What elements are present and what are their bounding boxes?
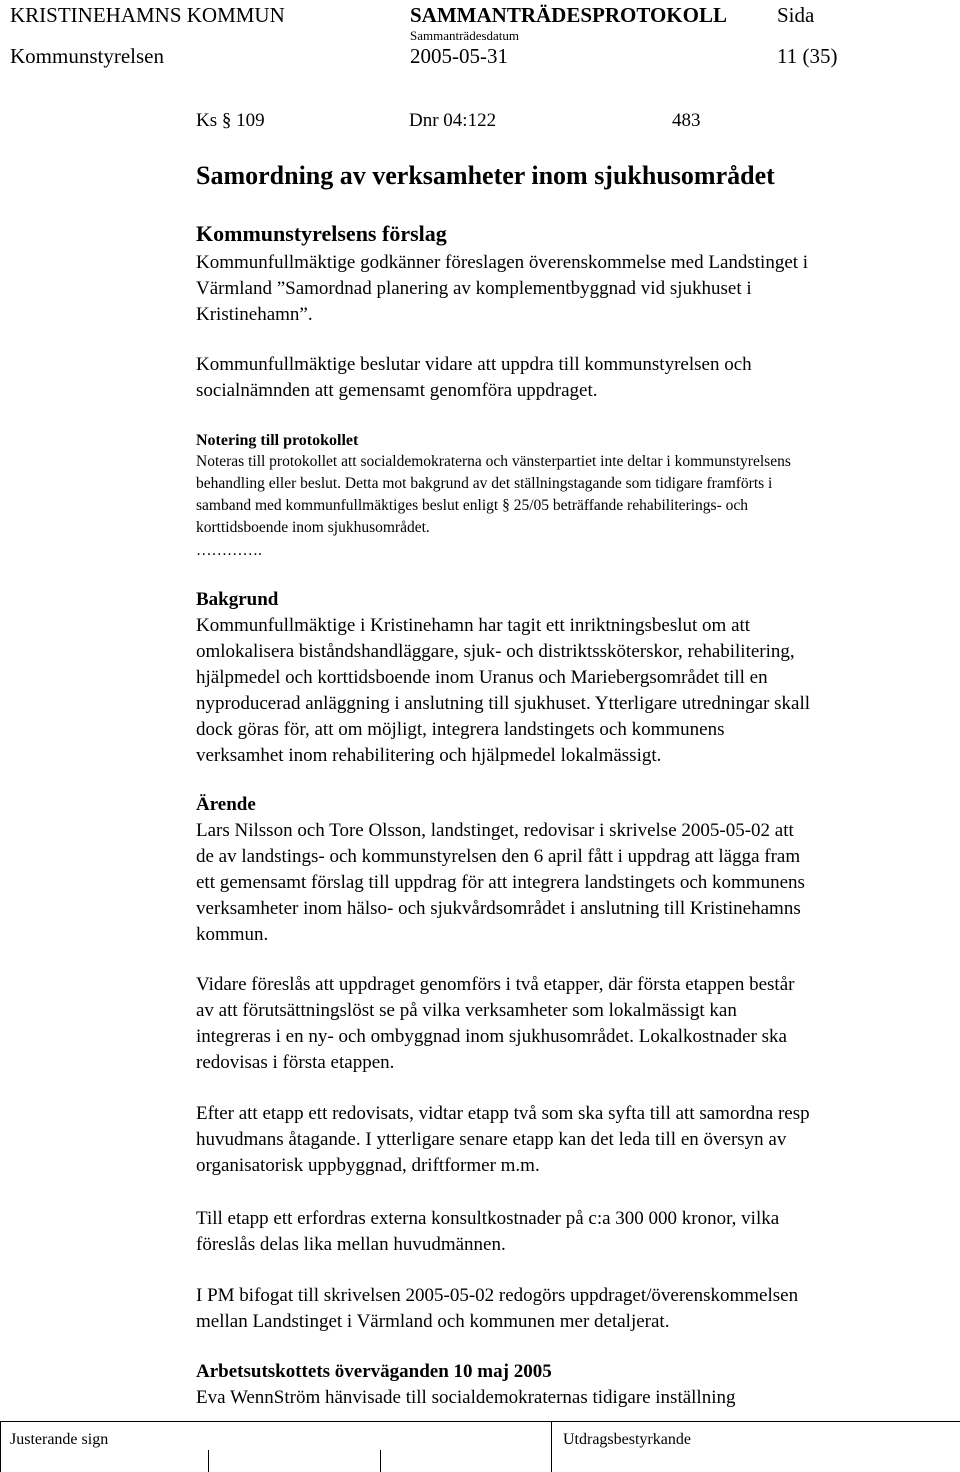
doc-type: SAMMANTRÄDESPROTOKOLL	[410, 3, 727, 27]
text-line: Vidare föreslås att uppdraget genomförs i två etapper, där första etappen består	[196, 974, 795, 995]
text-line: kommun.	[196, 924, 269, 945]
text-line: huvudmans åtagande. I ytterligare senare etapp kan det leda till en översyn av	[196, 1129, 787, 1150]
signature-tick-1	[208, 1450, 209, 1472]
text-line: korttidsboende inom sjukhusområdet.	[196, 519, 430, 536]
footer-divider	[551, 1421, 552, 1472]
dots-separator: ………….	[196, 542, 262, 559]
text-line: Kommunfullmäktige i Kristinehamn har tagit ett inriktningsbeslut om att	[196, 615, 751, 636]
background-heading: Bakgrund	[196, 589, 279, 610]
text-line: ett gemensamt förslag till uppdrag för att integrera landstingets och kommunens	[196, 872, 805, 893]
text-line: hjälpmedel och korttidsboende inom Uranus och Mariebergsområdet till en	[196, 667, 768, 688]
text-line: integreras i en ny- och ombyggnad inom sjukhusområdet. Lokalkostnader ska	[196, 1026, 787, 1047]
dnr-number: Dnr 04:122	[409, 110, 497, 131]
text-line: verksamheter inom hälso- och sjukvårdsområdet i anslutning till Kristinehamns	[196, 898, 801, 919]
text-line: Till etapp ett erfordras externa konsultkostnader på c:a 300 000 kronor, vilka	[196, 1208, 780, 1229]
meeting-date: 2005-05-31	[410, 44, 508, 68]
matter-paragraph-1	[196, 818, 926, 948]
proposal-heading: Kommunstyrelsens förslag	[196, 221, 447, 246]
text-line: socialnämnden att gemensamt genomföra uppdraget.	[196, 380, 598, 401]
matter-paragraph-5	[196, 1283, 926, 1335]
date-label: Sammanträdesdatum	[410, 28, 520, 43]
page-label: Sida	[777, 3, 815, 27]
footer-left-border	[0, 1421, 1, 1472]
note-heading: Notering till protokollet	[196, 432, 359, 449]
body-name: Kommunstyrelsen	[10, 44, 164, 68]
committee-line: Eva WennStröm hänvisade till socialdemokraternas tidigare inställning	[196, 1387, 736, 1408]
text-line: Kommunfullmäktige godkänner föreslagen överenskommelse med Landstinget i	[196, 252, 809, 273]
text-line: nyproducerad anläggning i anslutning till sjukhuset. Ytterligare utredningar skall	[196, 693, 811, 714]
footer-top-rule	[0, 1421, 960, 1422]
matter-paragraph-4	[196, 1206, 926, 1258]
text-line: Noteras till protokollet att socialdemokraterna och vänsterpartiet inte deltar i kommunstyrelsens	[196, 453, 791, 470]
matter-paragraph-3	[196, 1101, 926, 1179]
text-line: redovisas i första etappen.	[196, 1052, 395, 1073]
proposal-paragraph-1	[196, 250, 926, 328]
text-line: dock göras för, att om möjligt, integrera landstingets och kommunens	[196, 719, 725, 740]
signature-tick-2	[380, 1450, 381, 1472]
page-title: Samordning av verksamheter inom sjukhusområdet	[196, 161, 775, 190]
text-line: behandling eller beslut. Detta mot bakgrund av det ställningstagande som tidigare framförts i	[196, 475, 773, 492]
org-name: KRISTINEHAMNS KOMMUN	[10, 3, 285, 27]
matter-paragraph-2	[196, 972, 926, 1076]
committee-heading: Arbetsutskottets överväganden 10 maj 2005	[196, 1361, 552, 1382]
text-line: föreslås delas lika mellan huvudmännen.	[196, 1234, 506, 1255]
matter-heading: Ärende	[196, 794, 256, 815]
text-line: Lars Nilsson och Tore Olsson, landstinget, redovisar i skrivelse 2005-05-02 att	[196, 820, 794, 841]
text-line: samband med kommunfullmäktiges beslut enligt § 25/05 beträffande rehabiliterings- och	[196, 497, 748, 514]
page-number: 11 (35)	[777, 44, 838, 68]
text-line: Värmland ”Samordnad planering av komplementbyggnad vid sjukhuset i	[196, 278, 752, 299]
text-line: omlokalisera biståndshandläggare, sjuk- och distriktssköterskor, rehabilitering,	[196, 641, 795, 662]
text-line: Kommunfullmäktige beslutar vidare att uppdra till kommunstyrelsen och	[196, 354, 752, 375]
text-line: Efter att etapp ett redovisats, vidtar etapp två som ska syfta till att samordna resp	[196, 1103, 810, 1124]
utdrag-label: Utdragsbestyrkande	[563, 1431, 691, 1448]
text-line: I PM bifogat till skrivelsen 2005-05-02 redogörs uppdraget/överenskommelsen	[196, 1285, 799, 1306]
text-line: Kristinehamn”.	[196, 304, 313, 325]
ks-number: Ks § 109	[196, 110, 265, 131]
proposal-paragraph-2	[196, 352, 926, 404]
case-number: 483	[672, 110, 701, 131]
background-paragraph	[196, 613, 926, 769]
text-line: organisatorisk uppbyggnad, driftformer m.m.	[196, 1155, 540, 1176]
text-line: verksamhet inom rehabilitering och hjälpmedel lokalmässigt.	[196, 745, 662, 766]
note-paragraph	[196, 451, 926, 539]
text-line: mellan Landstinget i Värmland och kommunen mer detaljerat.	[196, 1311, 670, 1332]
justerande-label: Justerande sign	[10, 1431, 109, 1448]
text-line: av att förutsättningslöst se på vilka verksamheter som lokalmässigt kan	[196, 1000, 737, 1021]
text-line: de av landstings- och kommunstyrelsen den 6 april fått i uppdrag att lägga fram	[196, 846, 801, 867]
